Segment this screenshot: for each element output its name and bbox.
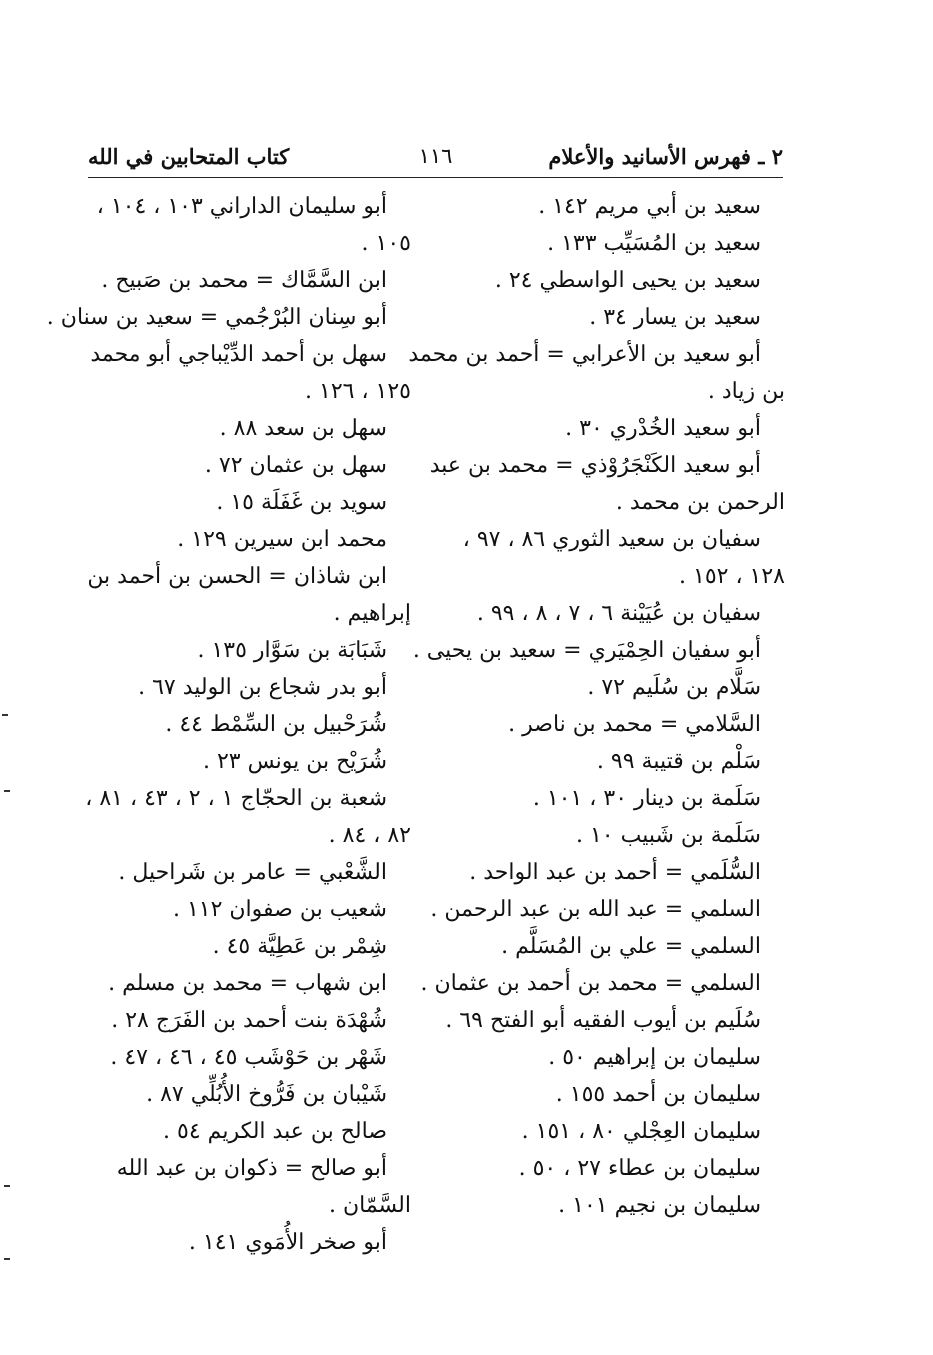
index-entry: السلمي = محمد بن أحمد بن عثمان . (420, 971, 761, 996)
index-entry: سَلَّام بن سُلَيم ٧٢ . (587, 675, 761, 700)
index-entry: السلمي = عبد الله بن عبد الرحمن . (430, 897, 761, 922)
index-entry: شَهْر بن حَوْشَب ٤٥ ، ٤٦ ، ٤٧ . (110, 1045, 387, 1070)
index-entry: سَلْم بن قتيبة ٩٩ . (596, 749, 761, 774)
index-entry: سليمان بن نجيم ١٠١ . (558, 1193, 761, 1218)
index-entry: سفيان بن سعيد الثوري ٨٦ ، ٩٧ ، (462, 527, 761, 552)
scan-mark (2, 714, 8, 716)
index-entry: سليمان بن أحمد ١٥٥ . (555, 1082, 761, 1107)
scan-mark (4, 1258, 10, 1260)
index-entry: محمد ابن سيرين ١٢٩ . (177, 527, 387, 552)
index-entry: سعيد بن يحيى الواسطي ٢٤ . (494, 268, 761, 293)
index-entry: شعبة بن الحجّاج ١ ، ٢ ، ٤٣ ، ٨١ ، (85, 786, 387, 811)
index-entry: أبو صالح = ذكوان بن عبد الله (116, 1156, 387, 1181)
index-entry: أبو سعيد الكَنْجَرُوْذي = محمد بن عبد (429, 453, 761, 478)
index-entry: الشَّعْبي = عامر بن شَراحيل . (118, 860, 387, 885)
index-entry: سهل بن سعد ٨٨ . (219, 416, 387, 441)
index-entry: أبو بدر شجاع بن الوليد ٦٧ . (138, 675, 387, 700)
index-entry: شُرَحْبيل بن السِّمْط ٤٤ . (165, 712, 387, 737)
index-entry: شِمْر بن عَطِيَّة ٤٥ . (212, 934, 387, 959)
index-entry: أبو سِنان البُرْجُمي = سعيد بن سنان . (46, 305, 387, 330)
index-entry: سعيد بن أبي مريم ١٤٢ . (538, 194, 761, 219)
index-entry: أبو صخر الأُمَوي ١٤١ . (188, 1230, 387, 1255)
header-rule (88, 177, 783, 178)
index-entry: سعيد بن يسار ٣٤ . (589, 305, 761, 330)
index-entry: ١٢٨ ، ١٥٢ . (679, 564, 785, 589)
index-entry: سعيد بن المُسَيِّب ١٣٣ . (547, 231, 761, 256)
index-column-left (46, 188, 411, 1261)
index-entry: ١٠٥ . (361, 231, 411, 256)
index-column-right (408, 188, 785, 1224)
index-entry: شَبَابَة بن سَوَّار ١٣٥ . (197, 638, 387, 663)
index-entry: ١٢٥ ، ١٢٦ . (305, 379, 411, 404)
index-entry: السَّلامي = محمد بن ناصر . (508, 712, 761, 737)
book-title: كتاب المتحابين في الله (88, 144, 290, 169)
index-entry: سَلَمة بن دينار ٣٠ ، ١٠١ . (532, 786, 761, 811)
index-entry: سليمان العِجْلي ٨٠ ، ١٥١ . (521, 1119, 761, 1144)
index-entry: سليمان بن عطاء ٢٧ ، ٥٠ . (518, 1156, 761, 1181)
section-title: ٢ ـ فهرس الأسانيد والأعلام (548, 144, 783, 169)
index-entry: أبو سليمان الداراني ١٠٣ ، ١٠٤ ، (96, 194, 387, 219)
index-entry: ابن السَّمَّاك = محمد بن صَبيح . (101, 268, 387, 293)
index-entry: سفيان بن عُيَيْنة ٦ ، ٧ ، ٨ ، ٩٩ . (476, 601, 761, 626)
index-entry: ابن شهاب = محمد بن مسلم . (108, 971, 387, 996)
index-entry: شُهْدَة بنت أحمد بن الفَرَج ٢٨ . (111, 1008, 387, 1033)
index-entry: صالح بن عبد الكريم ٥٤ . (163, 1119, 387, 1144)
index-entry: إبراهيم . (333, 601, 411, 626)
index-entry: سُلَيم بن أيوب الفقيه أبو الفتح ٦٩ . (445, 1008, 761, 1033)
index-entry: شُرَيْح بن يونس ٢٣ . (202, 749, 387, 774)
index-entry: الرحمن بن محمد . (615, 490, 785, 515)
index-entry: أبو سفيان الحِمْيَري = سعيد بن يحيى . (412, 638, 761, 663)
page-number: ١١٦ (418, 144, 453, 168)
index-entry: بن زياد . (707, 379, 785, 404)
index-entry: سهل بن أحمد الدِّيْباجي أبو محمد (90, 342, 387, 367)
scan-mark (4, 790, 10, 792)
index-entry: ٨٢ ، ٨٤ . (328, 823, 411, 848)
running-header (88, 138, 783, 178)
index-entry: شعيب بن صفوان ١١٢ . (172, 897, 387, 922)
index-entry: سليمان بن إبراهيم ٥٠ . (548, 1045, 761, 1070)
index-entry: السلمي = علي بن المُسَلَّم . (501, 934, 761, 959)
index-entry: السَّمّان . (328, 1193, 411, 1218)
index-entry: شَيْبان بن فَرُّوخ الأُبُلِّي ٨٧ . (146, 1082, 387, 1107)
index-entry: سَلَمة بن شَبيب ١٠ . (575, 823, 761, 848)
index-entry: سهل بن عثمان ٧٢ . (204, 453, 387, 478)
index-entry: أبو سعيد بن الأعرابي = أحمد بن محمد (408, 342, 761, 367)
index-entry: السُّلَمي = أحمد بن عبد الواحد . (469, 860, 761, 885)
index-entry: سويد بن غَفَلَة ١٥ . (216, 490, 387, 515)
index-entry: أبو سعيد الخُدْري ٣٠ . (565, 416, 761, 441)
index-entry: ابن شاذان = الحسن بن أحمد بن (87, 564, 387, 589)
scan-mark (4, 1185, 10, 1187)
